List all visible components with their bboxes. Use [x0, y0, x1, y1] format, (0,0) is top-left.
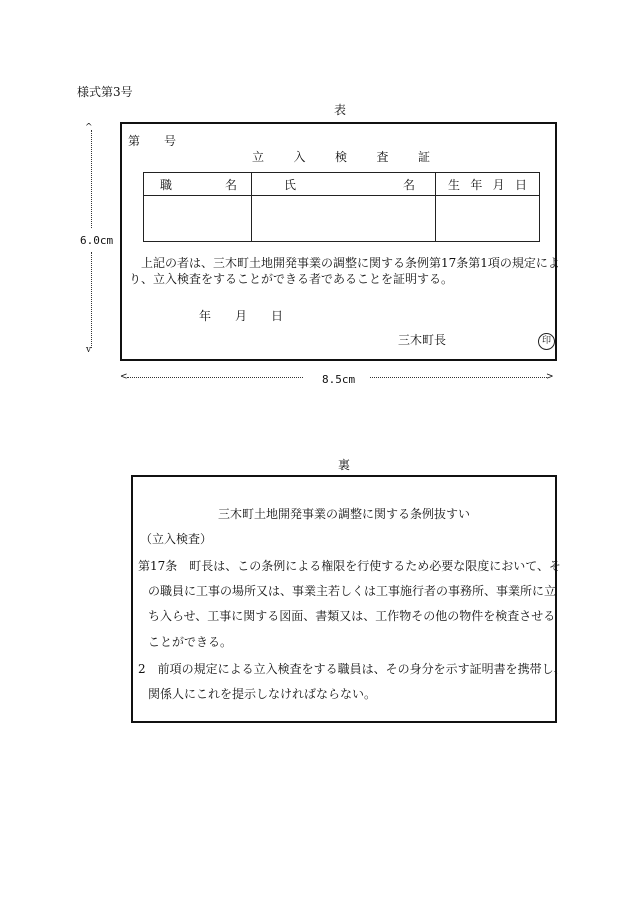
- ordinance-title: 三木町土地開発事業の調整に関する条例抜すい: [217, 507, 470, 521]
- title-char: 入: [293, 150, 306, 164]
- back-card: [131, 475, 566, 723]
- arrow-right-icon: >: [546, 372, 554, 382]
- date-month: 月: [235, 309, 248, 323]
- certification-text-line2: り、立入検査をすることができる者であることを証明する。: [129, 272, 454, 286]
- header-char: 月: [492, 177, 505, 192]
- back-side-label: 裏: [338, 458, 351, 472]
- height-dimension-line: [91, 130, 92, 228]
- article-line: ち入らせ、工事に関する図面、書類又は、工作物その他の物件を検査させる: [148, 609, 556, 623]
- name-cell: [252, 196, 436, 242]
- position-cell: [144, 196, 252, 242]
- header-char: 生: [448, 177, 461, 192]
- title-char: 立: [252, 150, 265, 164]
- article-line: ことができる。: [148, 635, 233, 649]
- article-line: の職員に工事の場所又は、事業主若しくは工事施行者の事務所、事業所に立: [148, 584, 557, 598]
- issuer: 三木町長: [398, 333, 447, 347]
- arrow-down-icon: v: [86, 345, 92, 355]
- width-dimension-line: [127, 377, 303, 378]
- front-side-label: 表: [334, 103, 347, 117]
- header-char: 日: [514, 177, 527, 192]
- article-line: 関係人にこれを提示しなければならない。: [148, 687, 377, 701]
- header-name: [252, 173, 435, 195]
- title-char: 証: [417, 150, 430, 164]
- header-char: 名: [224, 177, 237, 192]
- certification-text-line1: 上記の者は、三木町土地開発事業の調整に関する条例第17条第1項の規定によ: [141, 256, 560, 270]
- title-char: 査: [376, 150, 389, 164]
- title-char: 検: [334, 150, 347, 164]
- date-year: 年: [199, 309, 212, 323]
- article-line: 2 前項の規定による立入検査をする職員は、その身分を示す証明書を携帯し、: [138, 662, 566, 676]
- header-char: 職: [160, 177, 173, 192]
- header-birthdate: [436, 173, 539, 195]
- number-label-dai: 第: [128, 134, 141, 148]
- number-label-go: 号: [164, 134, 177, 148]
- header-char: 年: [470, 177, 483, 192]
- header-position: [144, 173, 251, 195]
- arrow-up-icon: ^: [85, 123, 93, 133]
- card-title: [252, 150, 430, 164]
- seal-icon: 印: [538, 333, 555, 350]
- front-card: [120, 122, 560, 361]
- holder-table: [143, 172, 540, 242]
- header-char: 名: [402, 177, 415, 192]
- height-label: 6.0cm: [80, 234, 114, 247]
- header-char: 氏: [284, 177, 297, 192]
- form-number: 様式第3号: [77, 85, 133, 99]
- article-line: 第17条 町長は、この条例による権限を行使するため必要な限度において、そ: [138, 559, 562, 573]
- arrow-left-icon: <: [120, 372, 128, 382]
- width-dimension-line: [370, 377, 547, 378]
- birthdate-cell: [436, 196, 540, 242]
- date-day: 日: [271, 309, 284, 323]
- width-label: 8.5cm: [322, 373, 356, 386]
- height-dimension-line: [91, 252, 92, 348]
- article-heading: （立入検査）: [140, 532, 213, 546]
